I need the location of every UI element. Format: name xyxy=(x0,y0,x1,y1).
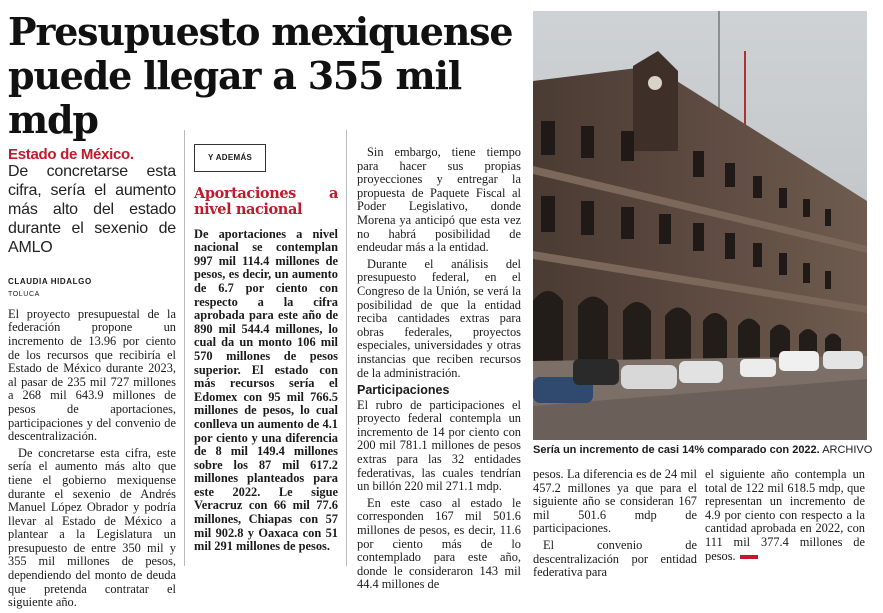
headline-line-2: puede llegar a 355 mil mdp xyxy=(8,53,461,142)
sidebar-body: De aportaciones a nivel nacional se contemplan 997 mil 114.4 millones de pesos, es decir, un aumento de 6.7 por ciento con respecto a la cifra aprobada para este año de 890 mil 544.4 millones, lo cual da un monto 106 mil 570 millones de pesos superior. El estado con más recursos sería el Edomex con 95 mil 766.5 millones de pesos, lo cual conlleva un aumento de 4.1 por ciento y una diferencia de 8 mil 149.4 millones sobre los 87 mil 617.2 millones planteados para este 2022. Le sigue Veracruz con 66 mil 77.6 millones, Chiapas con 57 mil 902.8 y Oaxaca con 51 mil 291 millones de pesos. xyxy=(194,226,338,554)
body-paragraph: En este caso al estado le corresponden 167 mil 501.6 millones de pesos, es decir, 11.6 por ciento más de lo contemplado para este año, donde le consideraron 143 mil 44.4 millones de xyxy=(357,495,521,592)
body-paragraph: El proyecto presupuestal de la federación propone un incremento de 13.96 por ciento de los recursos que recibiría el Estado de México durante 2023, al pasar de 235 mil 727 millones a 268 mil 643.9 millones de pesos de aportaciones, participaciones y del convenio de descentralización. xyxy=(8,306,176,444)
kicker: Estado de México. xyxy=(8,146,134,163)
body-paragraph: pesos. La diferencia es de 24 mil 457.2 millones ya que para el siguiente año se consideran 167 mil 501.6 mdp de participaciones. xyxy=(533,467,697,536)
dateline: TOLUCA xyxy=(8,291,40,299)
column-3 xyxy=(357,146,521,595)
caption-credit: ARCHIVO xyxy=(822,444,873,456)
end-mark xyxy=(740,555,758,559)
sidebar xyxy=(194,144,338,554)
body-paragraph: El convenio de descentralización por entidad federativa para xyxy=(533,537,697,580)
deck: De concretarse esta cifra, sería el aumento más alto del estado durante el sexenio de AMLO xyxy=(8,162,176,256)
body-paragraph: El rubro de participaciones el proyecto federal contempla un incremento de 14 por ciento con 200 mil 781.1 millones de pesos extras para las 32 entidades federativas, las cuales tendrían un billón 220 mil 271.1 mdp. xyxy=(357,397,521,494)
column-5 xyxy=(705,468,865,566)
sidebar-tag: Y ADEMÁS xyxy=(194,144,266,172)
body-paragraph: Durante el análisis del presupuesto federal, en el Congreso de la Unión, se verá la posibilidad de que la entidad reciba cantidades extras para obras federales, proyectos especiales, universidades y otras instancias que reciben recursos de la administración. xyxy=(357,256,521,380)
subhead-participaciones: Participaciones xyxy=(357,383,450,398)
column-1 xyxy=(8,148,176,613)
column-rule xyxy=(346,130,347,566)
byline: CLAUDIA HIDALGO xyxy=(8,276,92,286)
sidebar-title: Aportaciones a nivel nacional xyxy=(194,184,338,218)
body-paragraph xyxy=(705,468,865,563)
building-photo xyxy=(533,11,867,440)
body-text: el siguiente año contempla un total de 122 mil 618.5 mdp, que representan un incremento de 4.9 por ciento con respecto a la cantidad aprobada en 2022, con 111 mil 377.4 millones de pesos. xyxy=(705,467,865,563)
photo-caption xyxy=(533,444,873,456)
headline xyxy=(8,10,523,142)
column-rule xyxy=(184,130,185,566)
headline-line-1: Presupuesto mexiquense xyxy=(8,9,513,54)
body-paragraph: Sin embargo, tiene tiempo para hacer sus propias proyecciones y entregar la propuesta de Paquete Fiscal al Poder Legislativo, donde Morena ya anticipó que esta vez no habrá posibilidad de endeudar más a la entidad. xyxy=(357,145,521,255)
photo-palacio-de-gobierno xyxy=(533,11,867,440)
caption-text: Sería un incremento de casi 14% comparado con 2022. xyxy=(533,444,820,456)
body-paragraph: De concretarse esta cifra, este sería el aumento más alto que tiene el gobierno mexiquense durante el sexenio de Andrés Manuel López Obrador y podría llevar al Estado de México a plantear a la Legislatura un presupuesto de entre 350 mil y 355 mil millones de pesos, dependiendo del monto de deuda que pretenda contratar el siguiente año. xyxy=(8,445,176,610)
